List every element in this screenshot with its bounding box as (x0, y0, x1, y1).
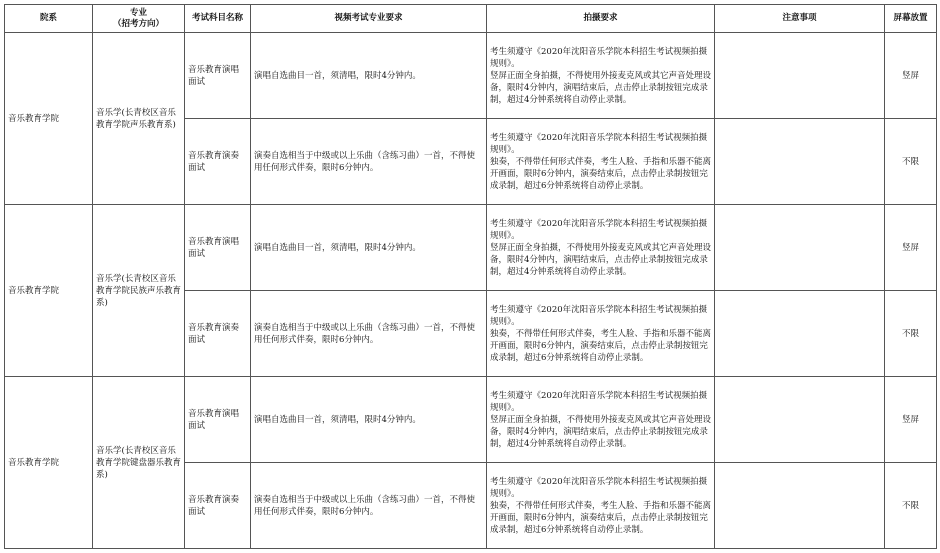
requirement-cell: 演奏自选相当于中级或以上乐曲（含练习曲）一首，不得使用任何形式伴奏，限时6分钟内。 (251, 119, 487, 205)
subject-cell: 音乐教育演奏面试 (185, 463, 251, 549)
college-cell: 音乐教育学院 (5, 205, 93, 377)
requirement-cell: 演唱自选曲目一首，须清唱，限时4分钟内。 (251, 33, 487, 119)
requirement-cell: 演唱自选曲目一首，须清唱，限时4分钟内。 (251, 205, 487, 291)
requirement-cell: 演奏自选相当于中级或以上乐曲（含练习曲）一首，不得使用任何形式伴奏，限时6分钟内。 (251, 463, 487, 549)
header-subject: 考试科目名称 (185, 5, 251, 33)
filming-cell: 考生须遵守《2020年沈阳音乐学院本科招生考试视频拍摄规则》。 竖屏正面全身拍摄，不得使用外接麦克风或其它声音处理设备，限时4分钟内，演唱结束后，点击停止录制按钮完成录制，超过4分钟系统将自动停止录制。 (487, 33, 715, 119)
table-row (5, 377, 937, 463)
filming-cell: 考生须遵守《2020年沈阳音乐学院本科招生考试视频拍摄规则》。 独奏，不得带任何形式伴奏，考生人脸、手指和乐器不能离开画面，限时6分钟内，演奏结束后，点击停止录制按钮完成录制，超过6分钟系统将自动停止录制。 (487, 119, 715, 205)
notes-cell (715, 377, 885, 463)
screen-cell: 竖屏 (885, 205, 937, 291)
subject-cell: 音乐教育演奏面试 (185, 119, 251, 205)
header-notes: 注意事项 (715, 5, 885, 33)
exam-requirements-table (4, 4, 937, 549)
notes-cell (715, 205, 885, 291)
requirement-cell: 演唱自选曲目一首，须清唱，限时4分钟内。 (251, 377, 487, 463)
subject-cell: 音乐教育演唱面试 (185, 33, 251, 119)
notes-cell (715, 119, 885, 205)
notes-cell (715, 463, 885, 549)
header-row (5, 5, 937, 33)
requirement-cell: 演奏自选相当于中级或以上乐曲（含练习曲）一首，不得使用任何形式伴奏，限时6分钟内。 (251, 291, 487, 377)
college-cell: 音乐教育学院 (5, 377, 93, 549)
header-major (93, 5, 185, 33)
table-row (5, 205, 937, 291)
screen-cell: 不限 (885, 463, 937, 549)
subject-cell: 音乐教育演唱面试 (185, 205, 251, 291)
screen-cell: 竖屏 (885, 33, 937, 119)
header-major-line2: （招考方向） (112, 18, 164, 29)
subject-cell: 音乐教育演奏面试 (185, 291, 251, 377)
subject-cell: 音乐教育演唱面试 (185, 377, 251, 463)
major-cell: 音乐学(长青校区音乐教育学院民族声乐教育系) (93, 205, 185, 377)
notes-cell (715, 291, 885, 377)
header-major-line1: 专业 (129, 7, 147, 18)
college-cell: 音乐教育学院 (5, 33, 93, 205)
notes-cell (715, 33, 885, 119)
major-cell: 音乐学(长青校区音乐教育学院键盘器乐教育系) (93, 377, 185, 549)
filming-cell: 考生须遵守《2020年沈阳音乐学院本科招生考试视频拍摄规则》。 独奏，不得带任何形式伴奏，考生人脸、手指和乐器不能离开画面，限时6分钟内，演奏结束后，点击停止录制按钮完成录制，超过6分钟系统将自动停止录制。 (487, 291, 715, 377)
header-requirement: 视频考试专业要求 (251, 5, 487, 33)
header-college: 院系 (5, 5, 93, 33)
filming-cell: 考生须遵守《2020年沈阳音乐学院本科招生考试视频拍摄规则》。 竖屏正面全身拍摄，不得使用外接麦克风或其它声音处理设备，限时4分钟内，演唱结束后，点击停止录制按钮完成录制，超过4分钟系统将自动停止录制。 (487, 377, 715, 463)
screen-cell: 不限 (885, 119, 937, 205)
filming-cell: 考生须遵守《2020年沈阳音乐学院本科招生考试视频拍摄规则》。 竖屏正面全身拍摄，不得使用外接麦克风或其它声音处理设备，限时4分钟内，演唱结束后，点击停止录制按钮完成录制，超过4分钟系统将自动停止录制。 (487, 205, 715, 291)
screen-cell: 竖屏 (885, 377, 937, 463)
table-row (5, 33, 937, 119)
header-screen: 屏幕放置 (885, 5, 937, 33)
major-cell: 音乐学(长青校区音乐教育学院声乐教育系) (93, 33, 185, 205)
header-filming: 拍摄要求 (487, 5, 715, 33)
screen-cell: 不限 (885, 291, 937, 377)
filming-cell: 考生须遵守《2020年沈阳音乐学院本科招生考试视频拍摄规则》。 独奏，不得带任何形式伴奏，考生人脸、手指和乐器不能离开画面，限时6分钟内，演奏结束后，点击停止录制按钮完成录制，超过6分钟系统将自动停止录制。 (487, 463, 715, 549)
